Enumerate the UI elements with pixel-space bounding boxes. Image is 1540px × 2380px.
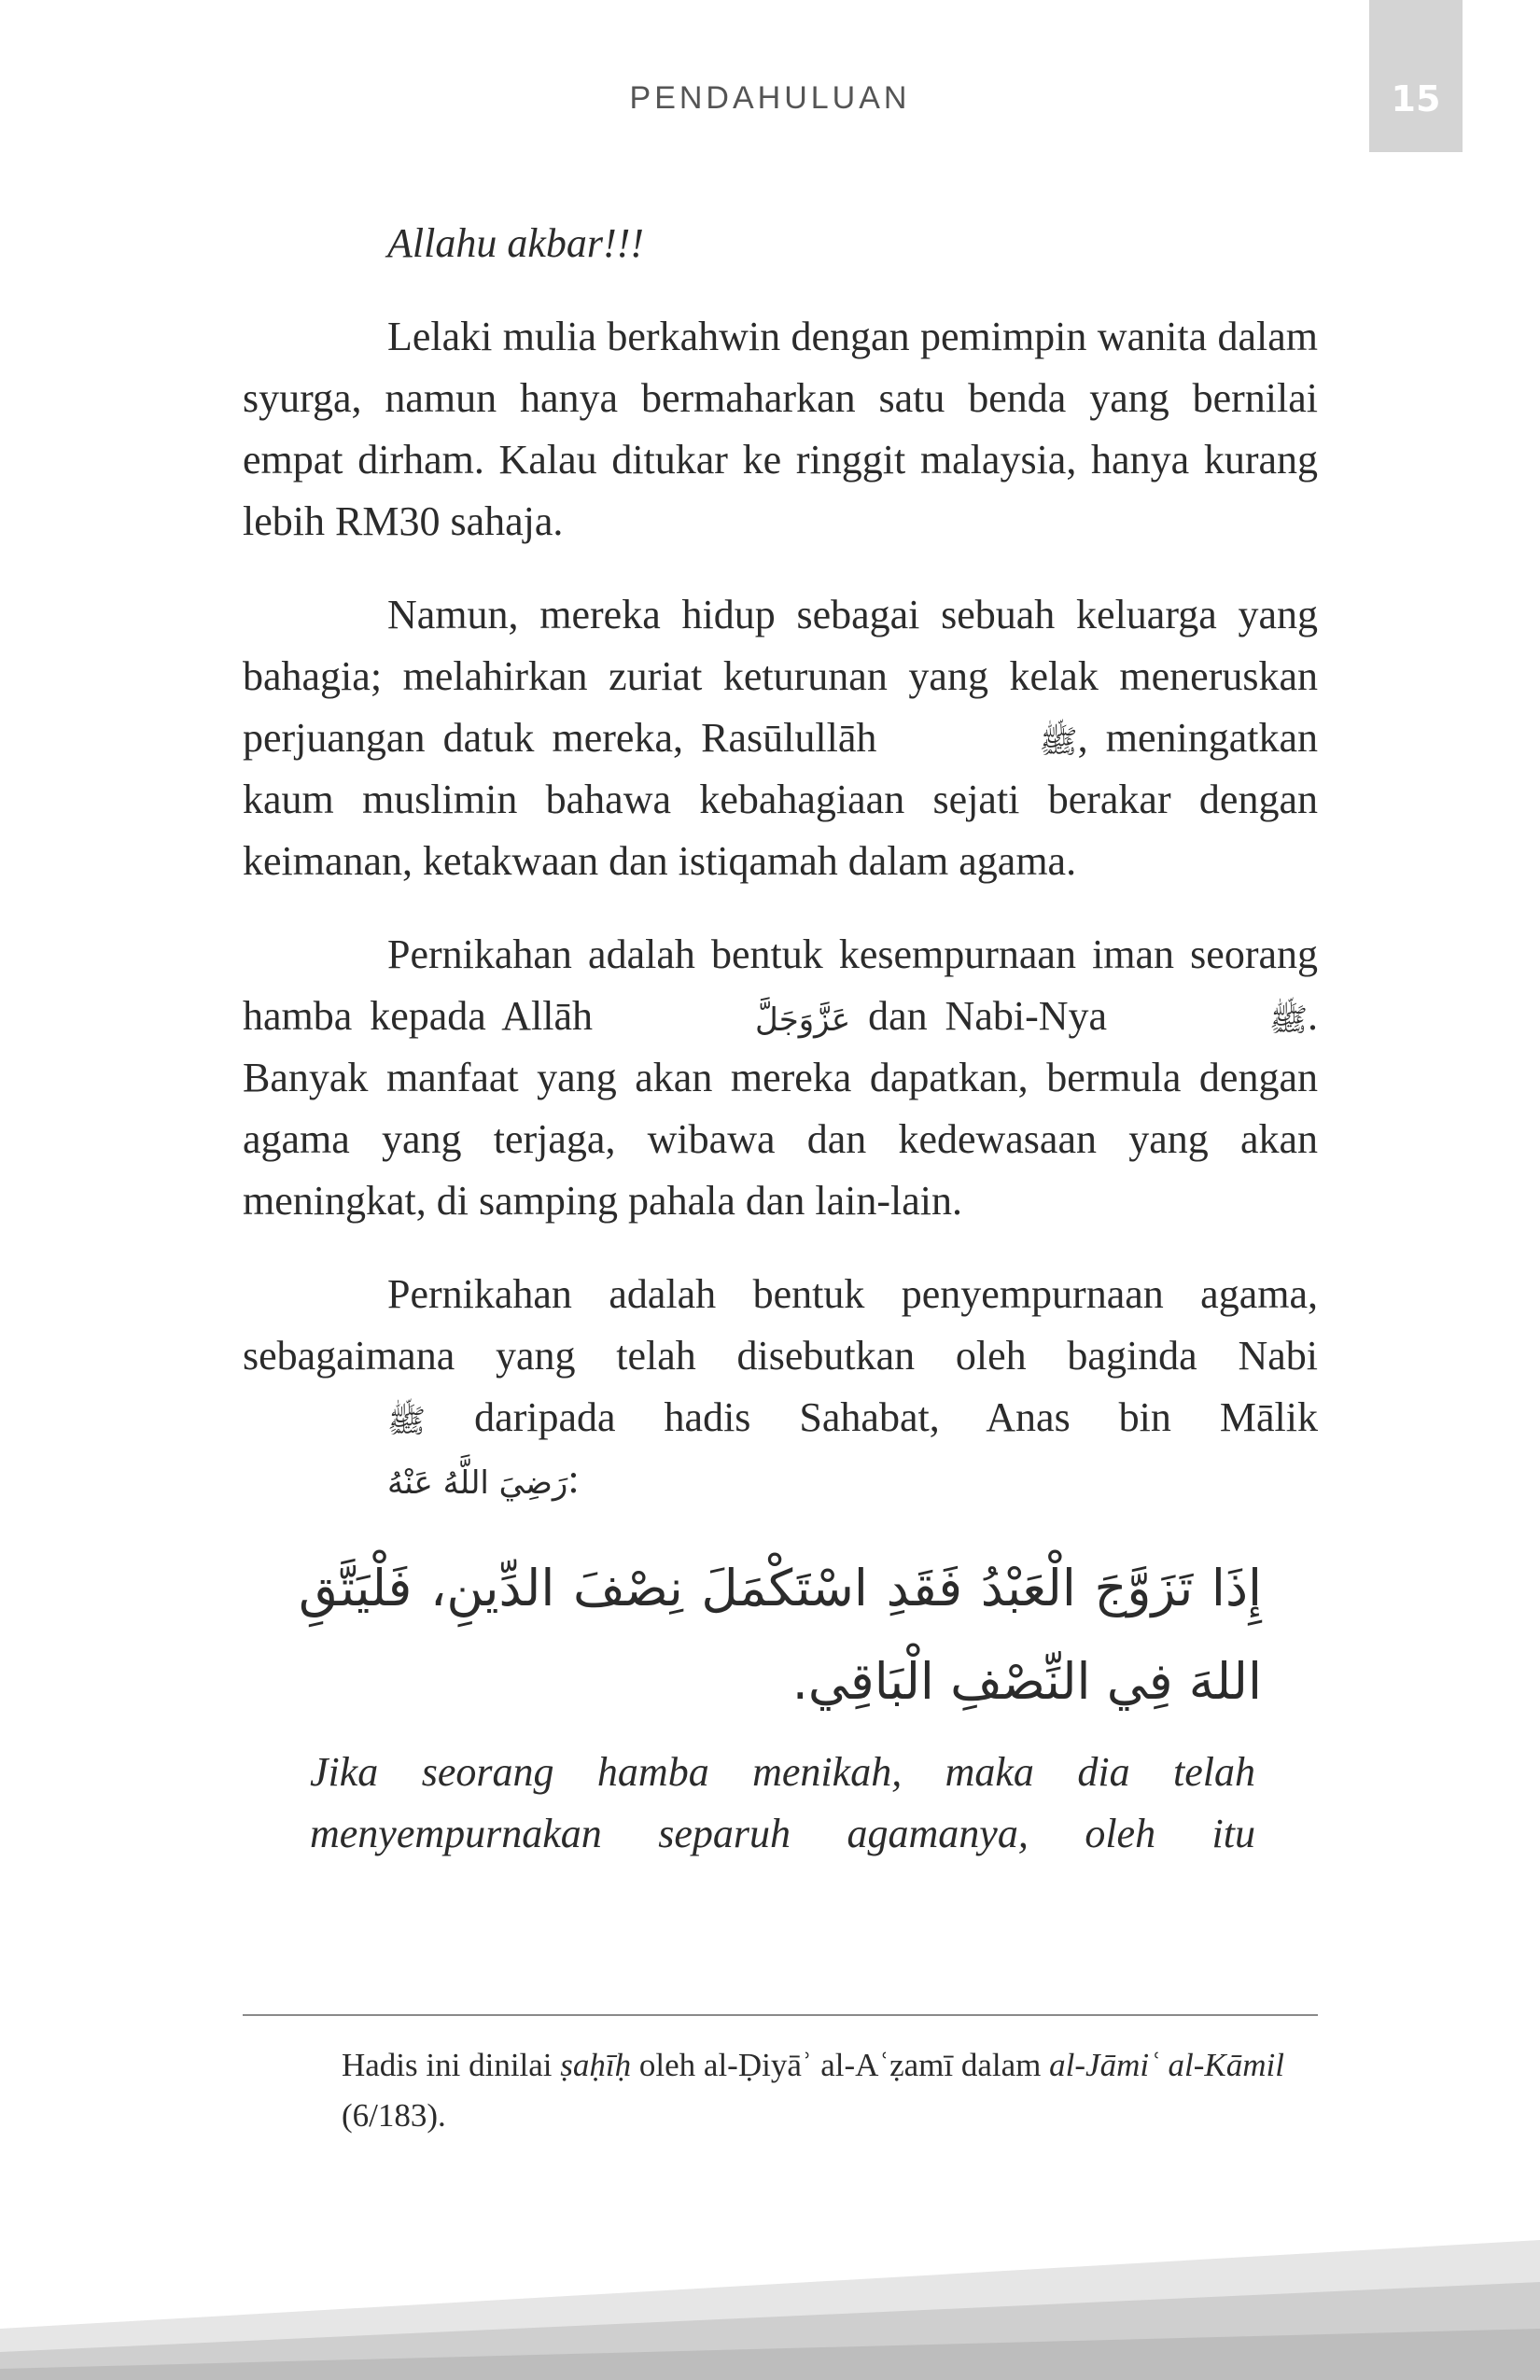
footnote-book-title: al-Jāmiʿ al-Kāmil xyxy=(1049,2047,1284,2083)
paragraph-2-text-b: , meningatkan kaum muslimin bahawa kebahagiaan sejati berakar dengan keimanan, ketakwaan dan istiqamah dalam agama. xyxy=(243,715,1319,884)
honorific-saw-1: ﷺ xyxy=(1039,722,1078,761)
paragraph-3-text-a: Pernikahan adalah bentuk kesempurnaan iman seorang hamba kepada Allāh xyxy=(243,931,1318,1039)
footnote-mid: oleh al-Ḍiyāʾ al-Aʿẓamī dalam xyxy=(638,2047,1042,2083)
paragraph-3-text-c: . Banyak manfaat yang akan mereka dapatkan, bermula dengan agama yang terjaga, wibawa dan kedewasaan yang akan meningkat, di samping pahala dan lain-lain. xyxy=(243,993,1319,1224)
paragraph-2-text-a: Namun, mereka hidup sebagai sebuah keluarga yang bahagia; melahirkan zuriat keturunan yang kelak meneruskan perjuangan datuk mereka, Rasūlullāh xyxy=(243,592,1318,761)
honorific-saw-2: ﷺ xyxy=(1268,1001,1309,1039)
exclamation-paragraph xyxy=(243,213,1318,274)
paragraph-3 xyxy=(243,924,1318,1232)
page-number: 15 xyxy=(1391,78,1441,119)
paragraph-4-text-c: : xyxy=(567,1456,580,1502)
footnote-grade: ṣaḥīḥ xyxy=(560,2047,632,2083)
footnote xyxy=(342,2040,1318,2141)
paragraph-1 xyxy=(243,306,1318,553)
hadith-translation: Jika seorang hamba menikah, maka dia telah menyempurnakan separuh agamanya, oleh itu xyxy=(310,1749,1255,1856)
footnote-pre: Hadis ini dinilai xyxy=(342,2047,553,2083)
paragraph-4-text-a: Pernikahan adalah bentuk penyempurnaan agama, sebagaimana yang telah disebutkan oleh baginda Nabi xyxy=(243,1271,1318,1379)
paragraph-3-text-b: dan Nabi-Nya xyxy=(868,993,1108,1039)
paragraph-1-text: Lelaki mulia berkahwin dengan pemimpin wanita dalam syurga, namun hanya bermaharkan satu benda yang bernilai empat dirham. Kalau ditukar ke ringgit malaysia, hanya kurang lebih RM30 sahaja. xyxy=(243,314,1318,544)
paragraph-4 xyxy=(243,1264,1318,1510)
footnote-divider xyxy=(243,2014,1318,2016)
arabic-hadith: إِذَا تَزَوَّجَ الْعَبْدُ فَقَدِ اسْتَكْمَلَ نِصْفَ الدِّينِ، فَلْيَتَّقِ اللهَ فِي النِّصْفِ الْبَاقِي. xyxy=(299,1559,1262,1711)
honorific-saw-3: ﷺ xyxy=(387,1402,427,1440)
paragraph-2 xyxy=(243,584,1318,892)
honorific-azza-wajal: عَزَّوَجَلَّ xyxy=(754,1001,851,1039)
footnote-reference: (6/183). xyxy=(342,2097,446,2134)
paragraph-4-text-b: daripada hadis Sahabat, Anas bin Mālik xyxy=(474,1394,1319,1440)
body-text xyxy=(243,213,1318,1865)
exclamation-text: Allahu akbar!!! xyxy=(387,220,644,266)
page-header-title: PENDAHULUAN xyxy=(629,80,911,116)
page-number-tab xyxy=(1369,0,1463,152)
honorific-radiyallahu-anhu: رَضِيَ اللَّهُ عَنْهُ xyxy=(387,1463,568,1502)
bottom-decorative-band xyxy=(0,2240,1540,2380)
